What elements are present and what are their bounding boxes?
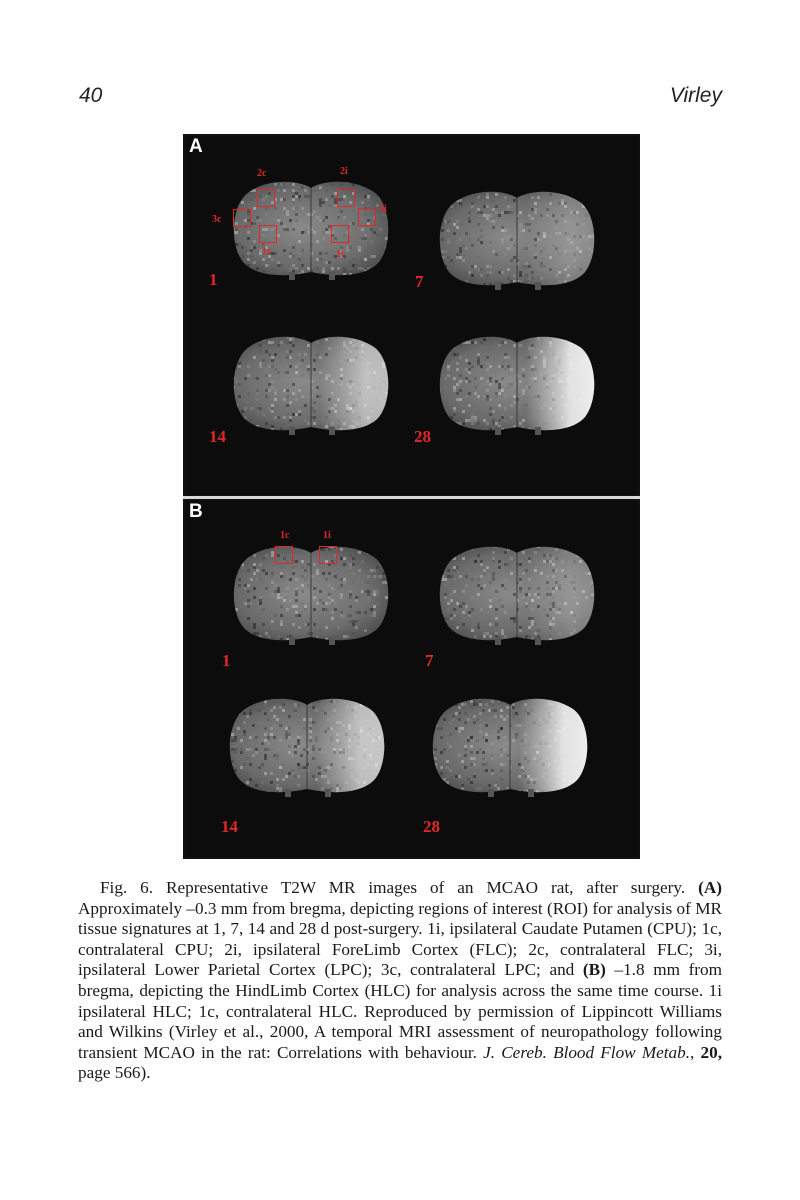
day-label-b-28: 28 [423,817,440,836]
caption-b-label: (B) [582,960,606,980]
mri-slice-b-day7 [435,539,600,651]
roi-label-3c: 3c [212,214,222,225]
mri-slice-a-day7 [435,184,600,296]
roi-box-b-1i [319,546,337,564]
panel-a-letter: A [189,136,203,157]
caption-journal: J. Cereb. Blood Flow Metab. [483,1042,691,1062]
caption-sep: , [690,1042,701,1062]
mri-slice-a-day1 [229,174,394,286]
caption-a-label: (A) [698,878,722,897]
roi-label-b-1c: 1c [280,530,290,541]
mri-slice-b-day28 [428,691,593,803]
roi-box-2i [337,189,355,207]
roi-label-3i: 3i [379,204,387,215]
caption-volume: 20, [700,1042,722,1062]
day-label-a-7: 7 [415,272,424,291]
mri-slice-b-day1 [229,539,394,651]
running-head-author: Virley [669,84,722,107]
roi-box-3i [358,208,376,226]
caption-a-text: Approximately –0.3 mm from bregma, depicting regions of interest (ROI) for analysis of MR tissue signatures at 1, 7, 14 and 28 d post-surgery. 1i, ipsilateral Caudate Putamen (CPU); 1c, contralateral CPU; 2i, ipsilateral ForeLimb Cortex (FLC); 2c, contralateral FLC; 3i, ipsilateral Lower Parietal Cortex (LPC); 3c, contralateral LPC; and [78,898,722,980]
roi-label-2i: 2i [340,166,348,177]
mri-slice-a-day28 [435,329,600,441]
roi-box-b-1c [275,546,293,564]
roi-box-1i [331,225,349,243]
day-label-a-1: 1 [209,270,218,289]
roi-box-1c [259,225,277,243]
day-label-b-7: 7 [425,651,434,670]
roi-label-2c: 2c [257,168,267,179]
mri-slice-a-day14 [229,329,394,441]
day-label-a-28: 28 [414,427,431,446]
day-label-b-14: 14 [221,817,238,836]
mri-slice-b-day14 [225,691,390,803]
roi-label-1i: 1i [336,249,344,260]
figure-panel-b [183,499,640,859]
figure-panel-a [183,134,640,497]
page-number: 40 [79,84,103,107]
caption-b-text: –1.8 mm from bregma, depicting the HindLimb Cortex (HLC) for analysis across the same time course. 1i ipsilateral HLC; 1c, contralateral HLC. Reproduced by permission of Lippincott Williams and Wilkins (Virley et al., 2000, A temporal MRI assessment of neuropathology following transient MCAO in the rat: Correlations with behaviour. [78,960,722,1062]
caption-pages: page 566). [78,1063,151,1083]
day-label-b-1: 1 [222,651,231,670]
day-label-a-14: 14 [209,427,226,446]
panel-b-letter: B [189,501,203,522]
roi-label-b-1i: 1i [323,530,331,541]
figure-caption [78,878,722,1084]
roi-box-3c [233,209,251,227]
roi-box-2c [257,189,275,207]
caption-lead: Fig. 6. Representative T2W MR images of an MCAO rat, after surgery. [100,878,699,897]
roi-label-1c: 1c [262,246,272,257]
